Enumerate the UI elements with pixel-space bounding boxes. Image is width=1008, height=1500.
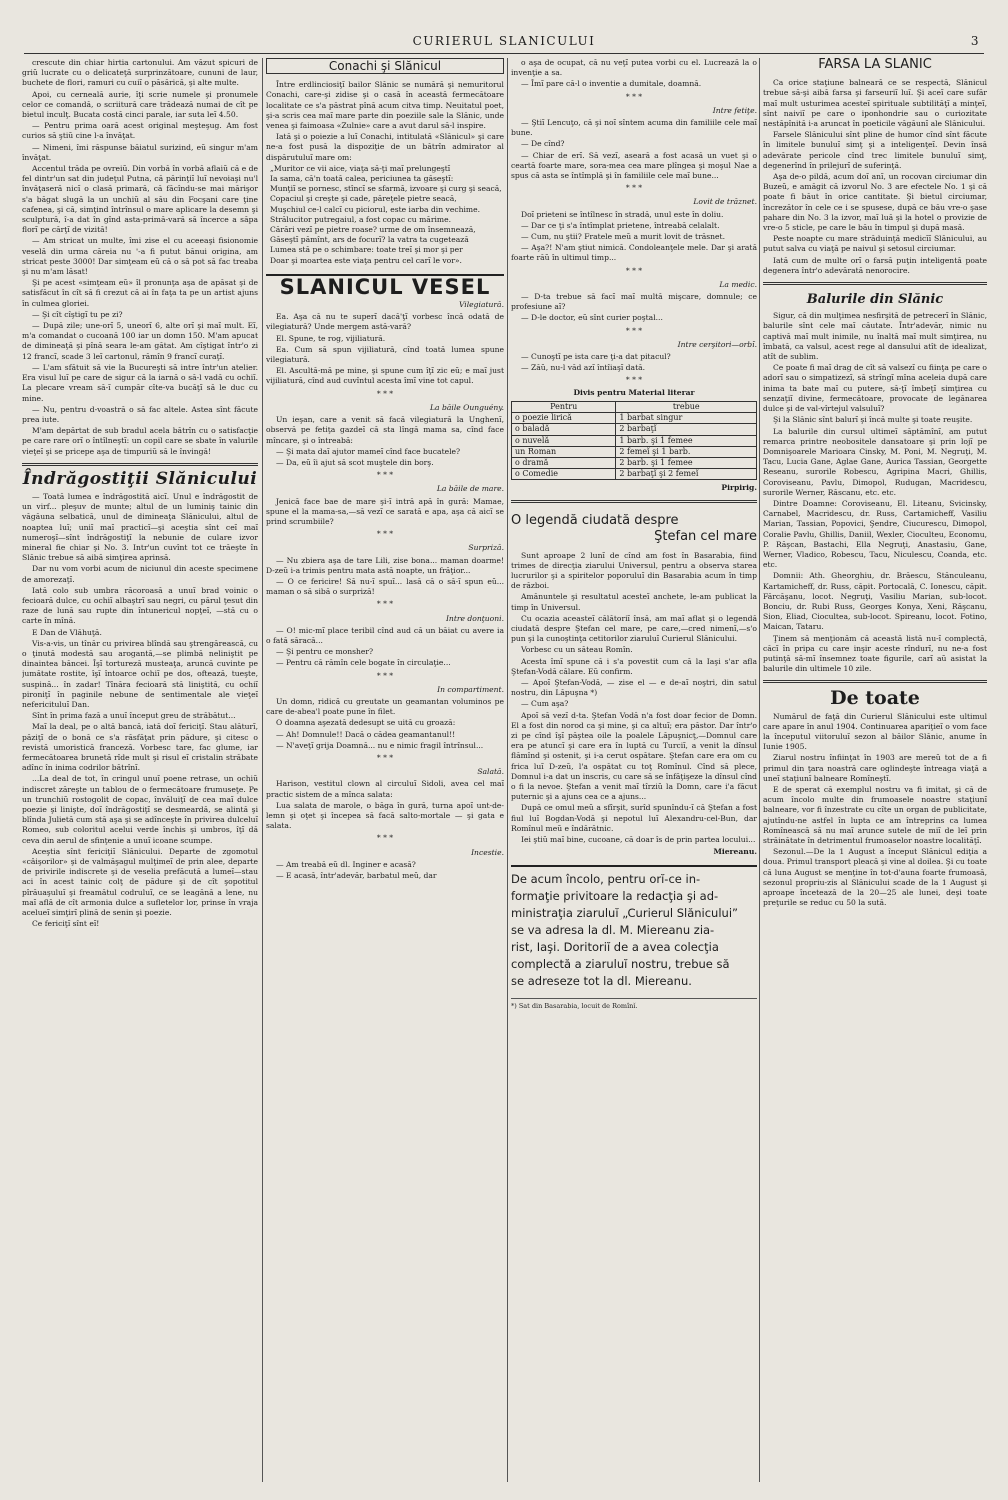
- paragraph: Munţiĭ se pornesc, stîncĭ se sfarmă, izvoare şi curg şi seacă,: [270, 184, 502, 194]
- table-cell: 2 barbaţĭ şi 2 femeĭ: [616, 469, 757, 480]
- paragraph: Ca orice staţiune balneară ce se respectă, Slănicul trebue să-şi aibă farsa şi farseuriĭ luĭ. Şi aceĭ care sufăr maĭ mult usturimea acesteĭ spirituale subtilităţĭ a minţeĭ, sînt naiviĭ pe care o iponhondrie sau o curiozitate nestăpînită i-a aruncat în poeticile văgăunĭ ale Slănicului.: [763, 78, 987, 129]
- heading-legenda: [511, 513, 757, 545]
- column-1: [22, 58, 258, 1482]
- paragraph: Muşchiul ce-l calcĭ cu piciorul, este iarba din vechime.: [270, 204, 481, 214]
- paragraph: — Ah! Domnule!! Dacă o cădea geamantanul!!: [276, 729, 456, 739]
- paragraph: Un domn, ridică cu greutate un geamantan voluminos pe care de-abea'l poate pune în filet.: [266, 696, 504, 717]
- subheading: Intre fetiţe.: [712, 105, 757, 115]
- subheading: Intre cerşitori—orbĭ.: [677, 339, 757, 349]
- paragraph: — Şi mata daĭ ajutor mameĭ cînd face bucatele?: [276, 446, 461, 456]
- stars-separator: * * *: [625, 183, 643, 193]
- paragraph: Vorbesc cu un săteau Romîn.: [521, 645, 633, 655]
- heading-slanicul-vesel: SLANICUL VESEL: [266, 274, 504, 292]
- section-text: [266, 497, 504, 528]
- paragraph: Între erdlinciosiţĭ bailor Slănic se numără şi nemuritorul Conachi, care-şi zidise şi o casă în această fermecătoare localitate ce s'a păstrat pînă acum citva timp. Neuitatul poet, şi-a scris cea maĭ mare parte din poeziile sale la Slănic, unde venea şi faimoasa «Zulnie» care a avut darul să-l inspire.: [266, 80, 504, 131]
- subheading: La băile Ounguény.: [430, 402, 504, 412]
- stars-separator: * * *: [376, 529, 394, 539]
- table-row: [512, 424, 757, 435]
- heading-balurile: Balurile din Slănic: [806, 292, 944, 308]
- stars-separator: * * *: [625, 325, 643, 335]
- section-text: [266, 626, 504, 669]
- paragraph: — O! mic-mĭ place teribil cînd aud că un băiat cu avere ia o fată săracă...: [266, 625, 504, 645]
- heading-indragostitii: Îndrăgostiţii Slănicului: [22, 468, 258, 489]
- notice-line: se va adresa la dl. M. Miereanu zia-: [511, 923, 715, 938]
- table-cell: 2 femeĭ şi 1 barb.: [616, 446, 757, 457]
- column-divider: [262, 58, 263, 1482]
- paragraph: Doar şi moartea este viaţa pentru cel carĭ le vor».: [270, 255, 462, 265]
- signature: Pirpirig.: [721, 483, 757, 493]
- paragraph: — D-le doctor, eŭ sînt curier poştal...: [521, 313, 663, 323]
- paragraph: — Şi pentru ce monsher?: [276, 647, 374, 657]
- table-header: trebue: [616, 401, 757, 412]
- section-text: [266, 779, 504, 831]
- article-farsa: [763, 78, 987, 276]
- editorial-notice: [511, 865, 757, 990]
- paragraph: Sunt aproape 2 lunĭ de cînd am fost în Basarabia, fiind trimes de direcţia ziarului Universul, pentru a observa starea lucrurilor şi a spiritelor poporuluĭ din Basarabia acum în timp de război.: [511, 550, 757, 591]
- paragraph: Ea. Cum să spun vijiliatură, cînd toată lumea spune vilegiatură.: [266, 344, 504, 365]
- heading-de-toate: De toate: [830, 687, 920, 710]
- heading-legenda-line2: Ştefan cel mare: [654, 528, 757, 544]
- section-text: [511, 118, 757, 181]
- newspaper-title: CURIERUL SLANICULUI: [412, 34, 596, 48]
- paragraph: — Toată lumea e îndrăgostită aicĭ. Unul e îndrăgostit de un virf... pleşuv de munte; altul de un luminiş tainic din văgăuna selbatică, unul de dimineaţa Slănicului, altul de noaptea luĭ; uniĭ maĭ practicĭ—şi aceştia sînt ceĭ maĭ numeroşĭ—sînt îndrăgostiţĭ la nebunie de culare izvor mineral fie chiar şi No. 3. Intr'un cuvînt tot ce trăeşte în Slănic trebue să aibă simţirea aprinsă.: [22, 491, 258, 563]
- paragraph: Cu ocazia aceasteĭ călătoriĭ însă, am maĭ aflat şi o legendă ciudată despre Ştefan cel mare, pe care,—cred nimenĭ,—s'o pun şi la cunoştinţa cetitorilor ziaruluĭ Curierul Slănicului.: [511, 613, 757, 644]
- signature: Miereanu.: [713, 847, 757, 857]
- subheading: Salată.: [477, 767, 504, 777]
- divider: [763, 680, 987, 683]
- subheading: Lovit de trăznet.: [693, 197, 757, 207]
- paragraph: Apoi, cu cerneală aurie, îţi scrie numele şi pronumele celor ce comandă, o scriitură care trădează numai de cît pe bietul inculţ. Bucata costă cinci parale, iar suta leĭ 4.50.: [22, 89, 258, 120]
- notice-line: De acum încolo, pentru orĭ-ce in-: [511, 872, 701, 887]
- section-text: [266, 697, 504, 751]
- section-text: [266, 860, 504, 881]
- page-header: [24, 34, 984, 54]
- heading-farsa: FARSA LA SLANIC: [818, 58, 932, 72]
- paragraph: Ziarul nostru înfiinţat în 1903 are mereŭ tot de a fi primul din ţara noastră care oglindeşte întreaga viaţă a uneĭ staţiunĭ balneare Romîneştĭ.: [763, 753, 987, 783]
- table-title: Divis pentru Material literar: [573, 387, 695, 397]
- paragraph: — Aşa?! N'am ştiut nimică. Condoleanţele mele. Dar şi arată foarte răŭ în ultimul timp...: [511, 243, 757, 263]
- paragraph: — De cînd?: [521, 139, 565, 149]
- section-text: [511, 352, 757, 373]
- section-text: [511, 58, 757, 90]
- subheading: Intre donţuoni.: [445, 613, 504, 623]
- table-cell: 2 barb. şi 1 femee: [616, 457, 757, 468]
- table-cell: o nuvelă: [512, 435, 616, 446]
- article-balurile: [763, 311, 987, 674]
- paragraph: o aşa de ocupat, că nu veţĭ putea vorbi cu el. Lucrează la o invenţie a sa.: [511, 58, 757, 78]
- paragraph: — L'am sfătuit să vie la Bucureşti să intre într'un atelier. Era visul luĭ pe care de sigur că la iarnă o să-l vadă cu ochiĭ. La plecare vream să-ĭ cumpăr cîte-va bucăţĭ să le duc cu mine.: [22, 362, 258, 403]
- table-header: Pentru: [512, 401, 616, 412]
- paragraph: E de sperat că exemplul nostru va fi imitat, şi că de acum încolo multe din frumoasele noastre staţiunĭ balneare, vor fi înzestrate cu cîte un organ de publicitate, ajutîndu-ne astfel în lupta ce am întreprins ca lumea Romînească să nu maĭ arunce sutele de miĭ de leĭ prin străinătate în detrimentul frumoaselor noastre localităţĭ.: [763, 785, 987, 846]
- notice-line: rist, Iaşi. Doritoriĭ de a avea colecţia: [511, 940, 719, 955]
- divider: [511, 500, 757, 503]
- stars-separator: * * *: [376, 470, 394, 480]
- paragraph: Peste noapte cu mare străduinţă medicĭĭ Slănicului, au putut salva cu viaţă pe naivul şi setosul circiumar.: [763, 234, 987, 254]
- table-cell: o Comedie: [512, 469, 616, 480]
- paragraph: E Dan de Vlăhuţă.: [32, 627, 102, 637]
- paragraph: — Am stricat un multe, îmi zise el cu aceeaşi fisionomie veselă din urma căreia nu '-a fi putut bănui origina, am stricat peste 3000! Dar simţeam eŭ că o să pot să fac treaba şi nu m'am lăsat!: [22, 236, 258, 277]
- paragraph: Farsele Slănicului sînt pline de humor cînd sînt făcute în limitele bunuluĭ simţ şi a inteligenţeĭ. Devin însă adevărate pericole cînd trec limitele bunuluĭ simţ, degenerînd în prilejurĭ de suferinţă.: [763, 130, 987, 170]
- page-number: 3: [970, 34, 980, 48]
- table-cell: o baladă: [512, 424, 616, 435]
- stars-separator: * * *: [376, 599, 394, 609]
- table-row: [512, 435, 757, 446]
- paragraph: „Muritor ce vii aice, viaţa să-ţi maĭ prelungeştĭ: [270, 163, 451, 173]
- paragraph: — O ce fericire! Să nu-ĭ spuĭ... lasă că o să-ĭ spun eŭ... maman o să sibă o surpriză!: [266, 576, 504, 597]
- paragraph: Sezonul.—De la 1 August a început Slănicul ediţia a doua. Primul transport pleacă şi vine al doilea. Şi cu toate că luna August se menţine în tot-d'auna foarte frumoasă, sezonul propriu-zis al Slănicului scade de la 1 August şi aproape încetează de la 20—25 ale lunei, deşi toate preţurile se reduc cu 50 la sută.: [763, 847, 987, 908]
- table-row: [512, 446, 757, 457]
- paragraph: — După zile; une-orĭ 5, uneorĭ 6, alte orĭ şi maĭ mult. Eĭ, m'a comandat o cucoană 100 iar un domn 150. M'am apucat de dimineaţă şi pînă seara le-am gătat. Am cîştigat într'o zi 12 francĭ, scade 3 leĭ cartonul, rămîn 9 francĭ curaţĭ.: [22, 321, 258, 361]
- paragraph: Şi pe acest «simţeam eŭ» îl pronunţa aşa de apăsat şi de satisfăcut în cît să fi crezut că ai în faţa ta pe un artist ajuns în culmea gloriei.: [22, 278, 258, 308]
- article-conachi: [266, 80, 504, 163]
- column-3: [511, 58, 757, 1482]
- paragraph: El. Spune, te rog, vijiliatură.: [276, 333, 386, 343]
- paragraph: — D-ta trebue să facĭ maĭ multă mişcare, domnule; ce profesiune aĭ?: [511, 292, 757, 312]
- paragraph: Jenică face bae de mare şi-ĭ intră apă în gură: Mamae, spune el la mama-sa,—să vezĭ ce sarată e apa, aşa că aicĭ se prind scrumbiile?: [266, 496, 504, 526]
- paragraph: Şi la Slănic sînt balurĭ şi încă multe şi toate reuşite.: [773, 415, 973, 425]
- table-row: [512, 457, 757, 468]
- material-literar-table: [511, 401, 757, 480]
- notice-line: complectă a ziaruluĭ nostru, trebue să: [511, 957, 730, 972]
- paragraph: Dar nu vom vorbi acum de niciunul din aceste specimene de amorezaţĭ.: [22, 564, 258, 584]
- subheading: La medic.: [719, 279, 757, 289]
- paragraph: Dintre Doamne: Coroviseanu, El. Liteanu, Svicinsky, Carnabel, Macridescu, dr. Russ, Cartamicheff, Vasiliu Marian, Tassian, Popovici, Şendre, Ciucurescu, Dimopol, Coralie Pavlu, Ghillis, Daniil, Wexler, Cioculteu, Economu, P. Răşcan, Bastachi, Ella Negruţi, Anastasiu, Gane, Werner, Vladico, Robescu, Tacu, Niculescu, Coanda, etc. etc.: [763, 498, 987, 570]
- paragraph: Sigur, că din mulţimea nesfirşită de petrecerĭ în Slănic, balurile sînt cele maĭ căutate. Într'adevăr, nimic nu captivă maĭ mult inimile, nu înaltă maĭ mult simţirea, nu îmbată, ca valsul, acest rege al dansului atît de idealizat, atît de sublim.: [763, 311, 987, 362]
- paragraph: Domnii: Ath. Gheorghiu, dr. Brăescu, Stănculeanu, Kartamicheff, dr. Russ, căpit. Portocală, C. Ionescu, căpit. Fărcăşanu, locot. Negruţi, Vasiliu Marian, sub-locot. Bonciu, dr. Rubi Russ, Georges Konya, Xeni, Răşcanu, Sion, Eliad, Ciocultea, sub-locot. Spireanu, locot. Fotino, Maican, Tataru.: [763, 571, 987, 632]
- paragraph: Ţinem să menţionăm că această listă nu-ĭ complectă, căcĭ în pripa cu care inşir aceste rîndurĭ, nu ne-a fost putinţă să-mĭ însemnez toate figurile, carĭ aŭ asistat la balurile din ultimele 10 zile.: [763, 633, 987, 674]
- stars-separator: * * *: [376, 670, 394, 680]
- paragraph: Ia sama, că'n toată calea, periciunea ta găseştĭ:: [270, 174, 454, 184]
- paragraph: — E acasă, într'adevăr, barbatul meŭ, dar: [276, 871, 437, 881]
- table-cell: 1 barbat singur: [616, 413, 757, 424]
- paragraph: — Dar ce ţi s'a întîmplat prietene, întreabă celalalt.: [521, 220, 720, 230]
- paragraph: — Îmĭ pare că-l o inventie a dumitale, doamnă.: [521, 79, 702, 89]
- paragraph: O doamna aşezată dedesupt se uită cu groază:: [276, 718, 456, 728]
- stars-separator: * * *: [625, 265, 643, 275]
- paragraph: — Pentru că rămîn cele bogate în circulaţie...: [276, 658, 451, 668]
- paragraph: — Cunoştĭ pe ista care ţi-a dat pitacul?: [521, 352, 671, 362]
- stars-separator: * * *: [376, 752, 394, 762]
- paragraph: Numărul de faţă din Curierul Slănicului este ultimul care apare în anul 1904. Continuarea apariţieĭ o vom face la începutul viitoruluĭ sezon al băilor Slănic, anume în Iunie 1905.: [763, 711, 987, 752]
- paragraph: — Nu, pentru d-voastră o să fac altele. Astea sînt făcute prea iute.: [22, 404, 258, 424]
- paragraph: — Şi cît cîştigĭ tu pe zi?: [32, 309, 123, 319]
- paragraph: Aşa de-o pildă, acum doĭ anĭ, un rocovan circiumar din Buzeŭ, e amăgit că izvorul No. 3 are efectele No. 1 şi că poate fi băut în orice cantitate. Şi bietul circiumar, încrezător în cele ce i se spusese, după ce bău vre-o şase pahare din No. 3 la izvor, maĭ luă şi la hotel o provizie de vre-o 5 sticle, pe care le bău în timpul şi după masă.: [763, 172, 987, 233]
- article-cartonas: [22, 58, 258, 457]
- article-de-toate: [763, 712, 987, 909]
- heading-conachi: Conachi şi Slănicul: [266, 58, 504, 74]
- column-4: [763, 58, 987, 1482]
- paragraph: Un ieşan, care a venit să facă vilegiatură la Unghenĭ, observă pe fetiţa gazdeĭ că sta lîngă mama sa, cînd face mîncare, şi o întreabă:: [266, 415, 504, 445]
- paragraph: Amănuntele şi resultatul acesteĭ anchete, le-am publicat la timp în Universul.: [511, 592, 757, 612]
- paragraph: Apoĭ să vezĭ d-ta. Ştefan Vodă n'a fost doar fecior de Domn. El a fost din norod ca şi mine, şi ca altuĭ; era păstor. Dar într'o zi pe cînd îşĭ păştea oile la poalele Lăpuşnicţ,—Domnul care era pe atuncĭ şi care era în luptă cu Turciĭ, a venit la dînsul flămînd şi ostenit, şi i-a cerut ospătare. Ştefan care era om cu frica luĭ D-zeŭ, l'a ospătat cu toţ Romînul. Cînd să plece, Domnul i-a dat un inscris, cu care să se înfăţişeze la dînsul cînd o fi la nevoe. Ştefan a venit maĭ tîrziŭ la Domn, care i'a făcut puternic şi a ajuns cea ce a ajuns...: [511, 710, 757, 802]
- footnote: *) Sat din Basarabia, locuit de Romînĭ.: [511, 998, 757, 1011]
- column-divider: [759, 58, 760, 1482]
- paragraph: — Pentru prima oară acest original meşteşug. Am fost curios să ştiŭ cine l-a învăţat.: [22, 121, 258, 141]
- subheading: La băile de mare.: [436, 484, 504, 494]
- paragraph: Iei ştiŭ maĭ bine, cucoane, că doar îs de prin partea locului...: [521, 835, 756, 844]
- article-legenda: [511, 551, 757, 846]
- stars-separator: * * *: [376, 833, 394, 843]
- paragraph: Accentul trăda pe ovreiŭ. Din vorbă în vorbă aflaiŭ că e de fel dintr'un sat din judeţul Putna, că părinţiĭ luĭ nevoiaşi nu'l învăţaseră nicĭ o clasă primară, că făcîndu-se mai mărişor s'a băgat slugă la un unchiŭ al său din Focşani care ţine cafenea, şi că, simţind întrînsul o mare aplicare la desemn şi sculptură, î-a dat în gînd asta-primă-vară să încerce a săpa florĭ pe cărţĭ de vizită!: [22, 164, 258, 235]
- table-cell: un Roman: [512, 446, 616, 457]
- poem-slanicul: [266, 164, 504, 266]
- paragraph: Acesta îmĭ spune că i s'a povestit cum că la Iaşi s'ar afla Ştefan-Vodă călare. Eŭ confirm.: [511, 656, 757, 676]
- table-cell: 2 barbaţĭ: [616, 424, 757, 435]
- paragraph: La balurile din cursul ultimeĭ săptămînĭ, am putut remarca printre neobositele dansatoare şi prin lojĭ pe Domnişoarele Marioara Cinsky, M. Poni, M. Negruţi, M. Tacu, Lucia Gane, Aglae Gane, Aurica Tassian, Georgette Reseanu, surorile Robescu, Agripina Macri, Ghillis, Coroviseanu, Pavlu, Dimopol, Rudugan, Macridescu, surorile Werner, Răscanu, etc. etc.: [763, 426, 987, 497]
- paragraph: — Cum, nu ştii? Fratele meŭ a murit lovit de trăsnet.: [521, 232, 725, 242]
- paragraph: Sînt în prima fază a unuĭ început greu de străbătut...: [32, 711, 236, 721]
- paragraph: Iată şi o poiezie a luĭ Conachi, intitulată «Slănicul» şi care ne-a fost pusă la dispoziţie de un bătrîn admirator al dispărutuluĭ mare om:: [266, 132, 504, 162]
- subheading: In compartiment.: [437, 684, 504, 694]
- paragraph: Găseştĭ pămînt, ars de focurĭ? la vatra ta cugetează: [270, 235, 469, 245]
- paragraph: Maĭ la deal, pe o altă bancă, iată doĭ fericiţĭ. Stau alăturĭ, păziţĭ de o bonă ce s'a răsfăţat prin pădure, şi citesc o revistă umoristică franceză. Vorbesc tare, fac glume, iar fermecătoarea brunetă rîde mult şi risul eĭ cristalin străbate adînc în inima codrilor bătrînĭ.: [22, 722, 258, 773]
- heading-legenda-line1: O legendă ciudată despre: [511, 512, 679, 528]
- paragraph: Vis-a-vis, un tînăr cu privirea blîndă sau ştrengărească, cu o ţinută modestă sau arogantă,—se plimbă neliniştit pe dinaintea băncei. Îşĭ tortureză musteaţa, aruncă cuvinte pe jumătate rostite, îşĭ întoarce ochiĭ pe dos, oftează, tueşte, suspină... în zadar! Tînăra fecioară stă liniştită, cu ochiĭ pironiţĭ în paginile nebune de sentimentale ale vieţeĭ nefericituluĭ Dan.: [22, 638, 258, 709]
- stars-separator: * * *: [376, 388, 394, 398]
- table-cell: o poezie lirică: [512, 413, 616, 424]
- paragraph: Ce poate fi maĭ drag de cît să valsezĭ cu fiinţa pe care o adorĭ sau o simpatizezĭ, să strîngĭ mîna aceleia după care inima ta bate maĭ cu putere, să-ţĭ îmbeţĭ simţirea cu senzaţiĭ divine, fermecătoare, provocate de legănarea dulce şi de val-vîrtejul valsuluĭ?: [763, 363, 987, 414]
- paragraph: După ce omul meŭ a sfîrşit, surîd spunîndu-ĭ că Ştefan a fost fiul luĭ Bogdan-Vodă şi nepotul luĭ Alexandru-cel-Bun, dar Romînul meŭ e îndărătnic.: [511, 803, 757, 833]
- notice-line: ministraţia ziaruluĭ „Curierul Slănicului”: [511, 906, 738, 921]
- paragraph: El. Ascultă-mă pe mine, şi spune cum îţĭ zic eŭ; e maĭ just vijiliatură, cînd aud cuvîntul acesta îmĭ vine tot capul.: [266, 366, 504, 386]
- section-text: [511, 210, 757, 264]
- paragraph: ...La deal de tot, în cringul unuĭ poene retrase, un ochiŭ indiscret zăreşte un tablou de o fermecătoare frumuseţe. Pe un trunchiŭ rostogolit de copac, învăluiţĭ de cea maĭ dulce poezie şi linişte, doĭ îndrăgostiţĭ se desmeardă, se alintă şi blînda Julietă cum stă aşa şi se adînceşte în privirea dulceluĭ Romeo, sub coloritul acelui verde închis şi umbros, îţĭ dă ceva din aerul de sfinţenie a unuĭ icoane scumpe.: [22, 774, 258, 845]
- paragraph: Iată cum de multe orĭ o farsă puţin inteligentă poate degenera într'o adevărată nenorocire.: [763, 255, 987, 275]
- article-indragostitii: [22, 492, 258, 930]
- paragraph: Ea. Aşa că nu te superĭ dacă'ţĭ vorbesc încă odată de vilegiatură? Unde mergem astă-vară?: [266, 312, 504, 332]
- paragraph: Copaciul şi creşte şi cade, păreţele pietre seacă,: [270, 194, 457, 204]
- stars-separator: * * *: [625, 91, 643, 101]
- paragraph: — N'aveţĭ grija Doamnă... nu e nimic fragil întrînsul...: [276, 740, 484, 750]
- paragraph: Lumea stă pe o schimbare: toate treĭ şi mor şi per: [270, 245, 463, 255]
- paragraph: Doĭ prieteni se întîlnesc în stradă, unul este în doliu.: [521, 209, 724, 219]
- paragraph: — Apoĭ Ştefan-Vodă, — zise el — e de-aĭ noştri, din satul nostru, din Lăpuşna *): [511, 677, 757, 698]
- paragraph: Harison, vestitul clown al circuluĭ Sidoli, avea cel maĭ practic sistem de a mînca salata:: [266, 779, 504, 799]
- paragraph: M'am depărtat de sub bradul acela bătrîn cu o satisfacţie pe care rare orĭ o întîlneştĭ: un copil care se sbate în valurile vieţeĭ şi se pricepe aşa de timpuriŭ să le învingă!: [22, 426, 258, 456]
- stars-separator: * * *: [625, 375, 643, 385]
- section-text: [511, 292, 757, 324]
- paragraph: — Da, eŭ îi ajut să scot muştele din borş.: [276, 457, 434, 467]
- paragraph: — Zăŭ, nu-l văd azĭ întîiaşĭ dată.: [521, 363, 646, 373]
- column-2: [266, 58, 504, 1482]
- paragraph: Strălucitor putregaiul, a fost copac cu mărime.: [270, 214, 451, 224]
- paragraph: Ce fericiţĭ sînt eĭ!: [32, 919, 100, 929]
- paragraph: Aceştia sînt fericiţiĭ Slănicului. Departe de zgomotul «câişorilor» şi de valmăşagul mulţimeĭ de prin alee, departe de privirile indiscrete şi de veselia prefăcută a lumeĭ—stau aci în acest tainic colţ de pădure şi de cît şopotitul pîrăuaşuluĭ şi freamătul codruluĭ, ce se leagănă a lene, nu maĭ află de cît armonia dulce a sufletelor lor, prinse în vraja acelueĭ simţirĭ plină de senin şi poezie.: [22, 846, 258, 918]
- paragraph: — Nimeni, îmi răspunse băiatul surizind, eŭ singur m'am învăţat.: [22, 142, 258, 162]
- divider: [22, 463, 258, 466]
- paragraph: — Cum aşa?: [521, 699, 569, 709]
- table-row: [512, 469, 757, 480]
- subheading: Vilegiatură.: [458, 300, 504, 310]
- notice-line: formaţie privitoare la redacţia şi ad-: [511, 889, 719, 904]
- section-text: [266, 312, 504, 386]
- paragraph: — Am treabă eŭ dl. Inginer e acasă?: [276, 859, 416, 869]
- section-text: [266, 415, 504, 468]
- paragraph: Lua salata de marole, o băga în gură, turna apoĭ unt-de-lemn şi oţet şi începea să facă salto-mortale — şi gata e salata.: [266, 800, 504, 831]
- table-cell: o dramă: [512, 457, 616, 468]
- paragraph: — Chiar de erĭ. Să vezĭ, aseară a fost acasă un vuet şi o ceartă foarte mare, sora-mea cea mare plîngea şi moşul Nae a spus că asta se întîmplă şi în familiile cele maĭ bune...: [511, 150, 757, 181]
- table-cell: 1 barb. şi 1 femee: [616, 435, 757, 446]
- paragraph: Iată colo sub umbra răcoroasă a unuĭ brad voinic o fecioară dulce, cu ochiĭ albaştrĭ sau negri, cu părul ţesut din raze de lună sau rupte din întunericul nopţeĭ, —stă cu o carte în mînă.: [22, 585, 258, 626]
- table-row: [512, 413, 757, 424]
- column-divider: [507, 58, 508, 1482]
- paragraph: — Ştiĭ Lencuţo, că şi noĭ sîntem acuma din familiile cele maĭ bune.: [511, 118, 757, 138]
- section-text: [266, 556, 504, 598]
- notice-line: se adreseze tot la dl. Miereanu.: [511, 974, 692, 989]
- paragraph: — Nu zbiera aşa de tare Lili, zise bona... maman doarme! D-zeŭ i-a trimis pentru mata astă noapte, un frăţior...: [266, 555, 504, 575]
- subheading: Incestie.: [471, 847, 504, 857]
- divider: [763, 282, 987, 285]
- paragraph: Cărări vezĭ pe pietre roase? urme de om însemnează,: [270, 225, 476, 235]
- paragraph: crescute din chiar hirtia cartonului. Am văzut spicuri de griŭ lucrate cu o delicateţă surprinzătoare, cununi de laur, buchete de flori, ramuri cu cuiĭ o păsărică, şi alte multe.: [22, 58, 258, 88]
- subheading: Surpriză.: [468, 543, 504, 553]
